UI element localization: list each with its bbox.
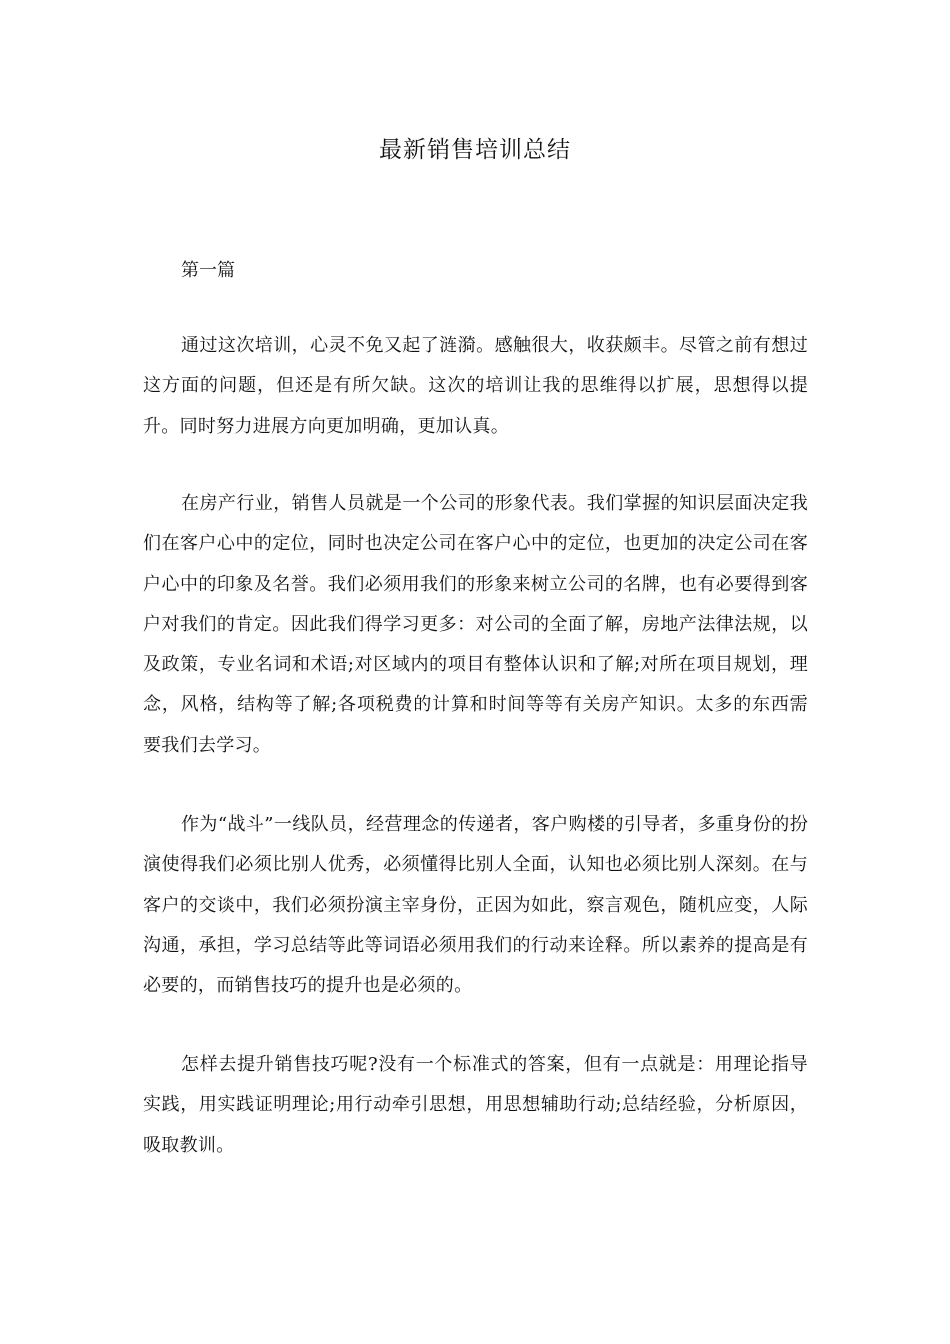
paragraph-4: 怎样去提升销售技巧呢?没有一个标准式的答案，但有一点就是：用理论指导实践，用实践证明理论;用行动牵引思想，用思想辅助行动;总结经验，分析原因，吸取教训。	[143, 1054, 808, 1156]
paragraph-3: 作为“战斗”一线队员，经营理念的传递者，客户购楼的引导者，多重身份的扮演使得我们必须比别人优秀，必须懂得比别人全面，认知也必须比别人深刻。在与客户的交谈中，我们必须扮演主宰身份，正因为如此，察言观色，随机应变，人际沟通，承担，学习总结等此等词语必须用我们的行动来诠释。所以素养的提高是有必要的，而销售技巧的提升也是必须的。	[143, 814, 808, 997]
document-title: 最新销售培训总结	[379, 137, 571, 163]
paragraph-2: 在房产行业，销售人员就是一个公司的形象代表。我们掌握的知识层面决定我们在客户心中的定位，同时也决定公司在客户心中的定位，也更加的决定公司在客户心中的印象及名誉。我们必须用我们的形象来树立公司的名牌，也有必要得到客户对我们的肯定。因此我们得学习更多：对公司的全面了解，房地产法律法规，以及政策，专业名词和术语;对区域内的项目有整体认识和了解;对所在项目规划，理念，风格，结构等了解;各项税费的计算和时间等等有关房产知识。太多的东西需要我们去学习。	[143, 493, 808, 756]
section-label: 第一篇	[181, 260, 235, 281]
paragraph-1: 通过这次培训，心灵不免又起了涟漪。感触很大，收获颇丰。尽管之前有想过这方面的问题，但还是有所欠缺。这次的培训让我的思维得以扩展，思想得以提升。同时努力进展方向更加明确，更加认真。	[143, 335, 808, 437]
